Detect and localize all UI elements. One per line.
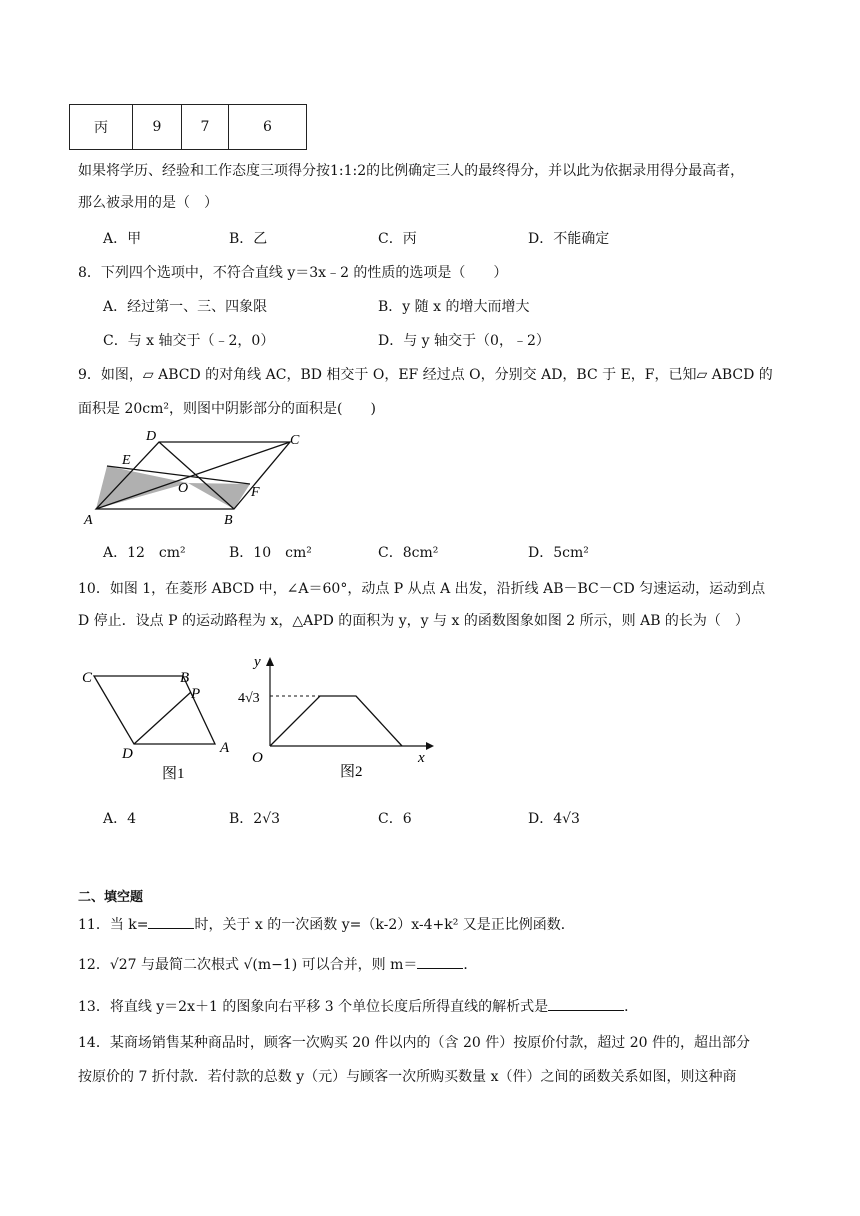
table-cell-education: 9 bbox=[133, 105, 182, 150]
q11-line bbox=[78, 914, 575, 934]
parallelogram-figure bbox=[80, 424, 310, 528]
q9-stem-line2: 面积是 20cm²，则图中阴影部分的面积是( ) bbox=[78, 401, 376, 417]
q10-option-a: A．4 bbox=[103, 811, 137, 827]
q10-option-c: C．6 bbox=[378, 811, 412, 827]
q8-option-c: C．与 x 轴交于（﹣2，0） bbox=[103, 333, 275, 349]
q7-option-d: D．不能确定 bbox=[528, 231, 610, 247]
q8-stem: 8．下列四个选项中，不符合直线 y＝3x﹣2 的性质的选项是（ ） bbox=[78, 265, 508, 281]
q10-option-d: D．4√3 bbox=[528, 811, 580, 827]
figure1-caption: 图1 bbox=[162, 766, 185, 782]
q14-line2: 按原价的 7 折付款．若付款的总数 y（元）与顾客一次所购买数量 x（件）之间的函数关系如图，则这种商 bbox=[78, 1069, 737, 1085]
diagonal-bd bbox=[159, 442, 234, 509]
q9-stem-line1: 9．如图，▱ ABCD 的对角线 AC，BD 相交于 O，EF 经过点 O，分别交 AD，BC 于 E，F，已知▱ ABCD 的 bbox=[78, 367, 773, 383]
label-c: C bbox=[290, 433, 300, 448]
label-4sqrt3: 4√3 bbox=[238, 691, 260, 706]
figure2-caption: 图2 bbox=[340, 764, 363, 780]
q7-option-b: B．乙 bbox=[229, 231, 268, 247]
q7-stem-line1: 如果将学历、经验和工作态度三项得分按1:1:2的比例确定三人的最终得分，并以此为依据录用得分最高者， bbox=[78, 163, 745, 179]
label-y: y bbox=[254, 654, 261, 670]
function-graph-line bbox=[270, 696, 402, 746]
label-a: A bbox=[84, 513, 93, 528]
segment-dp bbox=[134, 692, 191, 744]
table-cell-attitude: 6 bbox=[229, 105, 307, 150]
label-d: D bbox=[122, 746, 133, 762]
q8-option-b: B．y 随 x 的增大而增大 bbox=[378, 299, 530, 315]
q7-stem-line2: 那么被录用的是（ ） bbox=[78, 195, 218, 211]
section-title: 二、填空题 bbox=[78, 890, 144, 905]
label-p: P bbox=[191, 686, 201, 702]
q14-line1: 14．某商场销售某种商品时，顾客一次购买 20 件以内的（含 20 件）按原价付款，超过 20 件的，超出部分 bbox=[78, 1035, 750, 1051]
table-cell-experience: 7 bbox=[182, 105, 229, 150]
label-a: A bbox=[220, 740, 230, 756]
q11-post: 时，关于 x 的一次函数 y=（k-2）x-4+k² 又是正比例函数． bbox=[194, 917, 575, 933]
q12-line bbox=[78, 954, 477, 974]
label-o: O bbox=[178, 481, 189, 496]
x-axis-arrow bbox=[426, 742, 434, 750]
rhombus-figure bbox=[78, 652, 238, 782]
q8-option-d: D．与 y 轴交于（0，﹣2） bbox=[378, 333, 550, 349]
q13-line bbox=[78, 996, 638, 1016]
y-axis-arrow bbox=[266, 657, 274, 666]
q13-pre: 13．将直线 y＝2x＋1 的图象向右平移 3 个单位长度后所得直线的解析式是 bbox=[78, 999, 549, 1015]
q10-option-b: B．2√3 bbox=[229, 811, 281, 827]
label-f: F bbox=[251, 485, 260, 500]
label-c: C bbox=[82, 670, 93, 686]
q9-option-d: D．5cm² bbox=[528, 545, 589, 561]
q11-pre: 11．当 k= bbox=[78, 917, 149, 933]
q11-answer-blank[interactable] bbox=[148, 914, 194, 929]
q10-stem-line2: D 停止．设点 P 的运动路程为 x，△APD 的面积为 y，y 与 x 的函数图象如图 2 所示，则 AB 的长为（ ） bbox=[78, 613, 749, 629]
score-table bbox=[69, 104, 307, 150]
table-row bbox=[70, 105, 307, 150]
function-graph-figure bbox=[236, 652, 436, 782]
label-origin: O bbox=[252, 750, 263, 766]
q12-post: ． bbox=[463, 957, 478, 973]
label-b: B bbox=[224, 513, 233, 528]
shaded-triangle-left bbox=[96, 466, 188, 509]
q12-pre: 12．√27 与最简二次根式 √(m−1) 可以合并，则 m＝ bbox=[78, 957, 418, 973]
table-cell-name: 丙 bbox=[70, 105, 133, 150]
q13-answer-blank[interactable] bbox=[548, 996, 624, 1011]
q9-option-a: A．12 cm² bbox=[103, 545, 186, 561]
q9-option-b: B．10 cm² bbox=[229, 545, 312, 561]
q9-option-c: C．8cm² bbox=[378, 545, 439, 561]
q13-post: ． bbox=[624, 999, 639, 1015]
q7-option-c: C．丙 bbox=[378, 231, 417, 247]
label-e: E bbox=[122, 453, 131, 468]
label-x: x bbox=[418, 750, 425, 766]
q8-option-a: A．经过第一、三、四象限 bbox=[103, 299, 268, 315]
label-d: D bbox=[146, 429, 157, 444]
q10-stem-line1: 10．如图 1，在菱形 ABCD 中，∠A＝60°，动点 P 从点 A 出发，沿折线 AB－BC－CD 匀速运动，运动到点 bbox=[78, 581, 766, 597]
q7-option-a: A．甲 bbox=[103, 231, 142, 247]
label-b: B bbox=[180, 670, 190, 686]
q12-answer-blank[interactable] bbox=[417, 954, 463, 969]
